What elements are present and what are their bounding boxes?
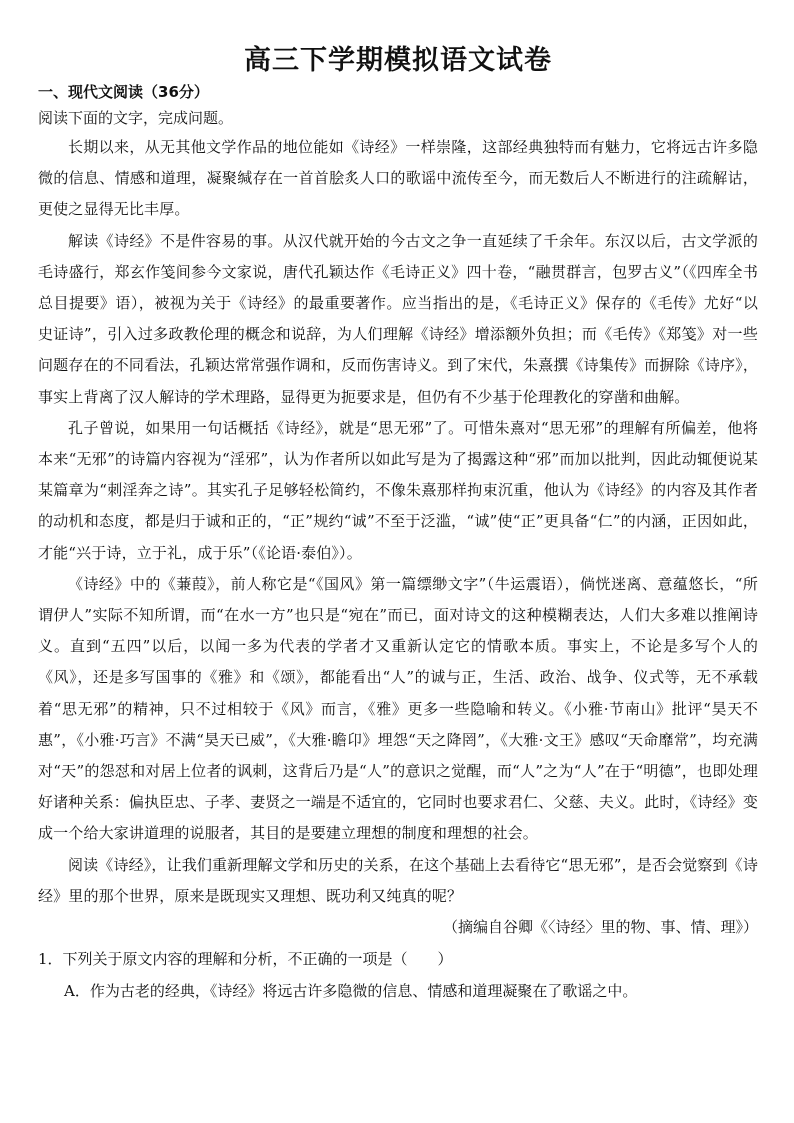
paragraph-2: 解读《诗经》不是件容易的事。从汉代就开始的今古文之争一直延续了千余年。东汉以后，古文学派的毛诗盛行，郑玄作笺间参今文家说，唐代孔颖达作《毛诗正义》四十卷，“融贯群言，包罗古义”（《四库全书总目提要》语），被视为关于《诗经》的最重要著作。应当指出的是，《毛诗正义》保存的《毛传》尤好“以史证诗”，引入过多政教伦理的概念和说辞，为人们理解《诗经》增添额外负担；而《毛传》《郑笺》对一些问题存在的不同看法，孔颖达常常强作调和，反而伤害诗义。到了宋代，朱熹撰《诗集传》而摒除《诗序》，事实上背离了汉人解诗的学术理路，显得更为扼要求是，但仍有不少基于伦理教化的穿凿和曲解。 — [38, 231, 758, 406]
paragraph-5: 阅读《诗经》，让我们重新理解文学和历史的关系，在这个基础上去看待它“思无邪”，是否会觉察到《诗经》里的那个世界，原来是既现实又理想、既功利又纯真的呢？ — [38, 855, 758, 905]
reading-instruction: 阅读下面的文字，完成问题。 — [38, 109, 234, 127]
section-heading: 一、现代文阅读（36分） — [38, 83, 209, 101]
question-1: 1．下列关于原文内容的理解和分析，不正确的一项是（ ） — [38, 950, 453, 969]
paragraph-4: 《诗经》中的《蒹葭》，前人称它是“《国风》第一篇缥缈文字”（牛运震语），倘恍迷离、意蕴悠长，“所谓伊人”实际不知所谓，而“在水一方”也只是“宛在”而已，面对诗文的这种模糊表达，人们大多难以推阐诗义。直到“五四”以后，以闻一多为代表的学者才又重新认定它的情歌本质。事实上，不论是多写个人的《风》，还是多写国事的《雅》和《颂》，都能看出“人”的诚与正，生活、政治、战争、仪式等，无不承载着“思无邪”的精神，只不过相较于《风》而言，《雅》更多一些隐喻和转义。《小雅·节南山》批评“昊天不惠”，《小雅·巧言》不满“昊天已威”，《大雅·瞻卬》埋怨“天之降罔”，《大雅·文王》感叹“天命靡常”，均充满对“天”的怨怼和对居上位者的讽刺，这背后乃是“人”的意识之觉醒，而“人”之为“人”在于“明德”，也即处理好诸种关系：偏执臣忠、子孝、妻贤之一端是不适宜的，它同时也要求君仁、父慈、夫义。此时，《诗经》变成一个给大家讲道理的说服者，其目的是要建立理想的制度和理想的社会。 — [38, 574, 758, 843]
exam-page — [38, 0, 758, 1007]
paragraph-1: 长期以来，从无其他文学作品的地位能如《诗经》一样崇隆，这部经典独特而有魅力，它将远古许多隐微的信息、情感和道理，凝聚缄存在一首首脍炙人口的歌谣中流传至今，而无数后人不断进行的注疏解诂，更使之显得无比丰厚。 — [38, 138, 758, 219]
source-citation: （摘编自谷卿《〈诗经〉里的物、事、情、理》） — [442, 918, 758, 937]
page-title: 高三下学期模拟语文试卷 — [244, 45, 552, 76]
paragraph-3: 孔子曾说，如果用一句话概括《诗经》，就是“思无邪”了。可惜朱熹对“思无邪”的理解有所偏差，他将本来“无邪”的诗篇内容视为“淫邪”，认为作者所以如此写是为了揭露这种“邪”而加以批判，因此动辄便说某某篇章为“刺淫奔之诗”。其实孔子足够轻松简约，不像朱熹那样拘束沉重，他认为《诗经》的内容及其作者的动机和态度，都是归于诚和正的，“正”规约“诚”不至于泛滥，“诚”使“正”更具备“仁”的内涵，正因如此，才能“兴于诗，立于礼，成于乐”（《论语·泰伯》）。 — [38, 418, 758, 562]
question-1-option-a: A．作为古老的经典，《诗经》将远古许多隐微的信息、情感和道理凝聚在了歌谣之中。 — [64, 982, 638, 1001]
